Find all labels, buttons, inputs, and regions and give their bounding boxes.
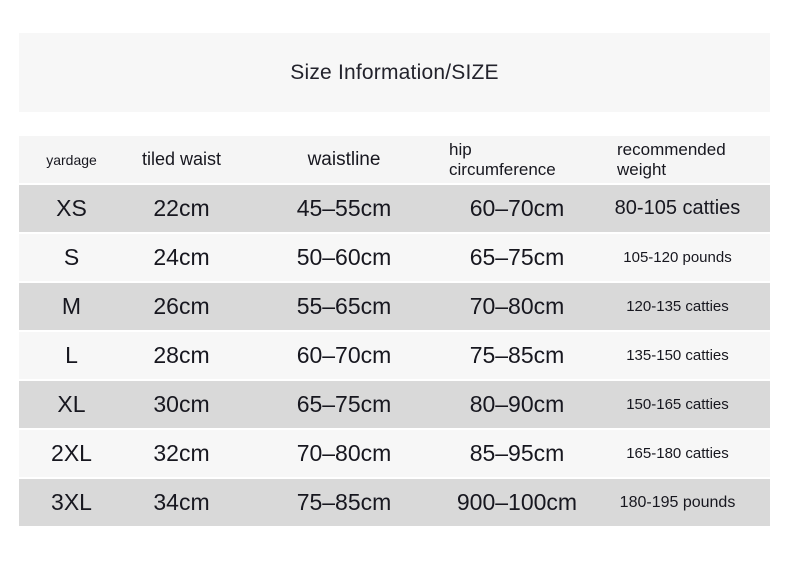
cell-size: XL [57, 391, 86, 417]
cell-weight: 150-165 catties [626, 396, 729, 413]
table-row-m [19, 283, 770, 330]
cell-weight: 105-120 pounds [623, 249, 732, 266]
cell-size: S [63, 244, 80, 270]
table-row-xs [19, 185, 770, 232]
cell-tiled-waist: 32cm [153, 440, 210, 466]
page-title: Size Information/SIZE [290, 60, 499, 84]
cell-hip: 900–100cm [456, 489, 578, 515]
cell-weight: 135-150 catties [626, 347, 729, 364]
table-header-row [19, 136, 770, 183]
size-info-title-band [19, 33, 770, 112]
cell-tiled-waist: 22cm [153, 195, 210, 221]
table-row-2xl [19, 430, 770, 477]
cell-size: 3XL [51, 489, 92, 515]
cell-hip: 85–95cm [469, 440, 565, 466]
cell-hip: 60–70cm [469, 195, 565, 221]
column-header-recommended-weight: recommended weight [617, 140, 726, 179]
cell-tiled-waist: 26cm [153, 293, 210, 319]
table-row-3xl [19, 479, 770, 526]
cell-tiled-waist: 24cm [153, 244, 210, 270]
column-header-yardage: yardage [46, 151, 97, 168]
column-header-waistline: waistline [307, 148, 381, 170]
cell-waistline: 75–85cm [296, 489, 392, 515]
cell-tiled-waist: 30cm [153, 391, 210, 417]
cell-size: L [65, 342, 78, 368]
cell-weight: 180-195 pounds [619, 493, 736, 511]
cell-weight: 165-180 catties [626, 445, 729, 462]
cell-hip: 65–75cm [469, 244, 565, 270]
size-table [19, 136, 770, 526]
cell-tiled-waist: 34cm [153, 489, 210, 515]
cell-size: XS [56, 195, 87, 221]
cell-size: M [61, 293, 82, 319]
cell-waistline: 60–70cm [296, 342, 392, 368]
cell-waistline: 45–55cm [296, 195, 392, 221]
cell-size: 2XL [51, 440, 92, 466]
table-row-s [19, 234, 770, 281]
cell-waistline: 50–60cm [296, 244, 392, 270]
cell-hip: 75–85cm [469, 342, 565, 368]
cell-hip: 70–80cm [469, 293, 565, 319]
cell-tiled-waist: 28cm [153, 342, 210, 368]
cell-waistline: 65–75cm [296, 391, 392, 417]
cell-weight: 80-105 catties [614, 197, 741, 219]
cell-waistline: 55–65cm [296, 293, 392, 319]
table-row-l [19, 332, 770, 379]
cell-waistline: 70–80cm [296, 440, 392, 466]
table-row-xl [19, 381, 770, 428]
cell-hip: 80–90cm [469, 391, 565, 417]
cell-weight: 120-135 catties [626, 298, 729, 315]
column-header-hip-circumference: hip circumference [449, 140, 556, 179]
column-header-tiled-waist: tiled waist [141, 149, 222, 169]
